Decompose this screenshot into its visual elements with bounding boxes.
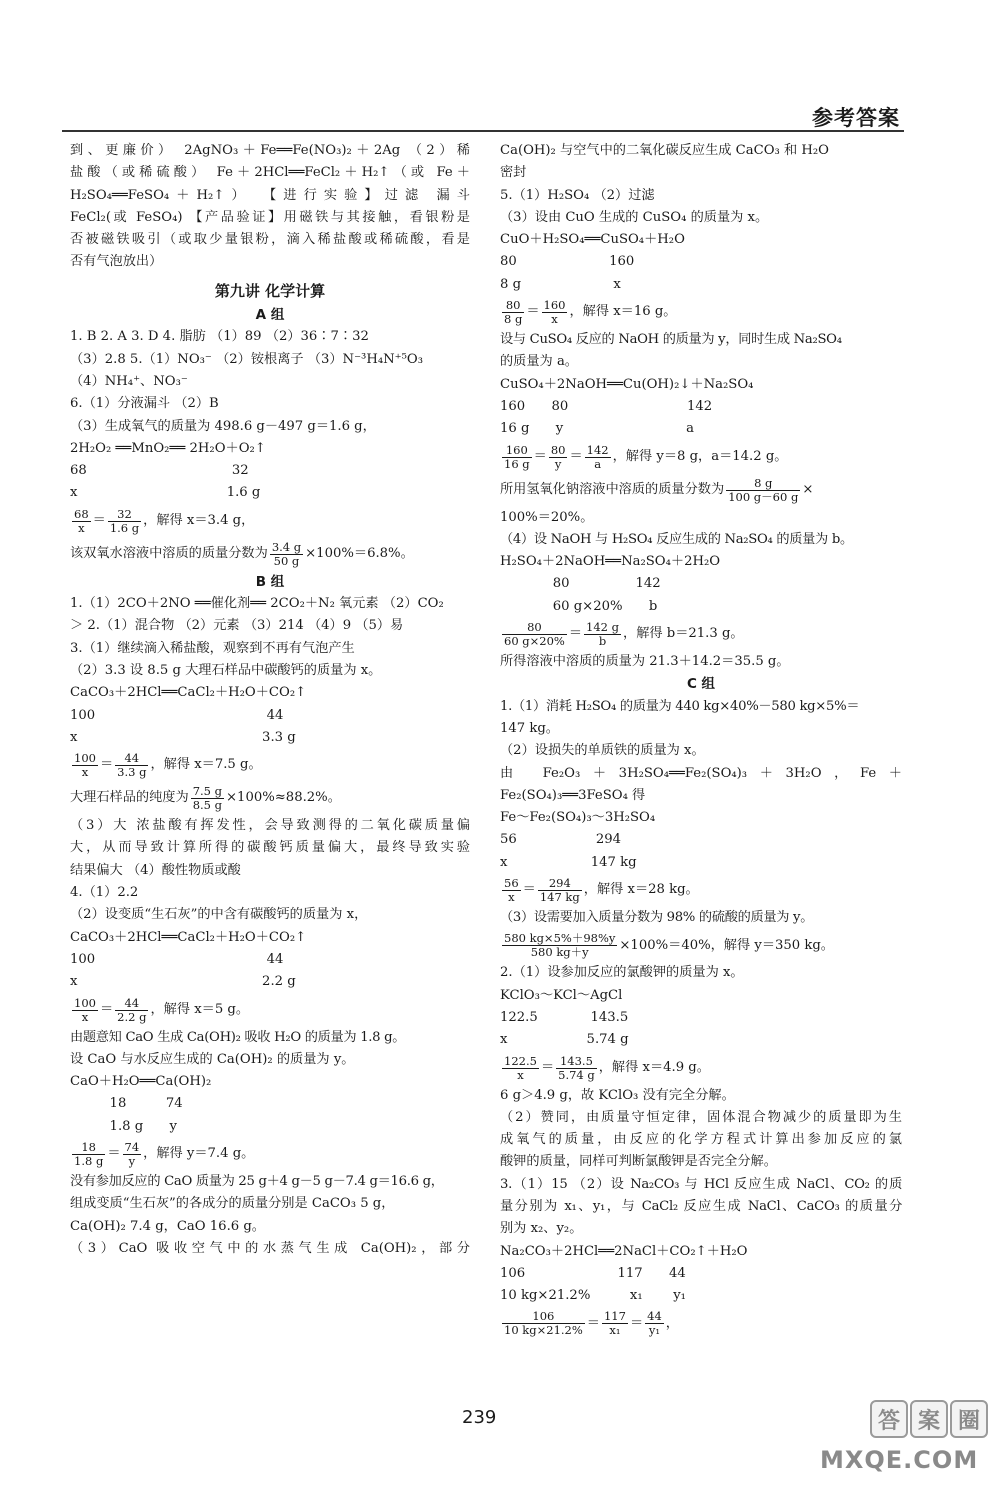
equation-line: Fe～Fe₂(SO₄)₃～3H₂SO₄	[500, 810, 656, 826]
percentage-result: ×100%＝6.8%。	[305, 546, 414, 562]
equation-line: 由 Fe₂O₃＋3H₂SO₄══Fe₂(SO₄)₃＋3H₂O，Fe＋	[500, 765, 902, 781]
watermark-char: 圈	[950, 1400, 988, 1438]
section-title: 第九讲 化学计算	[214, 281, 326, 300]
group-heading-c: C 组	[686, 676, 716, 693]
denominator: x	[78, 520, 85, 535]
numerator: 74	[124, 1139, 140, 1154]
answer-line: （2）设变质“生石灰”的中含有碳酸钙的质量为 x，	[70, 907, 368, 923]
answer-line: 147 kg。	[500, 720, 559, 736]
answer-line: 酸钾的质量，同样可判断氯酸钾是否完全分解。	[500, 1154, 777, 1170]
percentage-label: 所用氢氧化钠溶液中溶质的质量分数为	[500, 481, 725, 497]
numerator: 44	[115, 997, 148, 1011]
answer-line: （4）设 NaOH 与 H₂SO₄ 反应生成的 Na₂SO₄ 的质量为 b。	[500, 531, 853, 547]
fraction	[123, 1141, 142, 1168]
proportion-line: $\frac{106}{10 kg\times 21.2\%}$ ＝ $\frac{117}{\text{x₁}}$ ＝ $\frac{44}{\text{y₁}}$ ，	[504, 1309, 679, 1338]
equation-line: H₂SO₄＋2NaOH══Na₂SO₄＋2H₂O	[500, 554, 721, 570]
answer-line: （3）设由 CuO 生成的 CuSO₄ 的质量为 x。	[500, 209, 769, 225]
watermark-logo	[760, 1398, 995, 1480]
proportion-line: $\frac{122.5}{x}$ ＝ $\frac{143.5}{5.74 g}$ ，解得 x＝4.9 g。	[504, 1053, 710, 1082]
numerator: 160	[543, 298, 566, 313]
equation-line: Fe₂(SO₄)₃══3FeSO₄ 得	[500, 787, 646, 803]
group-heading-a: A 组	[255, 307, 285, 324]
proportion-line: $\frac{80}{8 g}$ ＝ $\frac{160}{x}$ ，解得 x＝16 g。	[504, 298, 677, 327]
numerator: 3.4 g	[271, 539, 302, 554]
proportion-result: ，解得 x＝16 g。	[569, 304, 677, 320]
fraction	[502, 299, 524, 326]
answer-line: 没有参加反应的 CaO 质量为 25 g＋4 g－5 g－7.4 g＝16.6 g，	[70, 1173, 444, 1189]
denominator: 8 g	[504, 312, 523, 327]
numerator: 80	[550, 442, 566, 457]
answer-line: （3）设需要加入质量分数为 98% 的硫酸的质量为 y。	[500, 910, 814, 926]
fraction	[115, 752, 148, 779]
answer-line: （2）设损失的单质铁的质量为 x。	[500, 743, 705, 759]
watermark-url: MXQE.COM	[820, 1446, 979, 1474]
fraction	[584, 621, 621, 648]
fraction	[108, 508, 141, 535]
equation-values: 122.5 143.5	[500, 1009, 629, 1025]
percentage-result: ×100%＝40%，解得 y＝350 kg。	[619, 937, 834, 953]
answer-line: 设与 CuSO₄ 反应的 NaOH 的质量为 y，同时生成 Na₂SO₄	[500, 332, 842, 348]
fraction	[538, 877, 582, 904]
denominator: x₁	[609, 1323, 621, 1338]
percentage-result: ×100%≈88.2%。	[226, 790, 341, 806]
equation-values: 8 g x	[500, 276, 621, 292]
numerator: 100	[74, 995, 96, 1010]
equation-line: CaCO₃＋2HCl══CaCl₂＋H₂O＋CO₂↑	[70, 685, 307, 701]
equation-values: 106 117 44	[500, 1265, 686, 1281]
denominator: 10 kg×21.2%	[504, 1323, 583, 1338]
fraction	[72, 997, 98, 1024]
page-header-title: 参考答案	[812, 106, 900, 130]
fraction	[502, 877, 521, 904]
equation-line: 2H₂O₂ ══MnO₂══ 2H₂O＋O₂↑	[70, 440, 266, 456]
answer-line: 1.（1）2CO＋2NO ══催化剂══ 2CO₂＋N₂ 氧元素 （2）CO₂	[70, 596, 444, 612]
numerator: 580 kg×5%＋98%y	[504, 931, 616, 946]
equation-line: CaCO₃＋2HCl══CaCl₂＋H₂O＋CO₂↑	[70, 929, 307, 945]
left-column	[70, 140, 470, 1260]
proportion-result: ，解得 y＝7.4 g。	[143, 1146, 255, 1162]
denominator: y₁	[648, 1323, 660, 1338]
denominator: 5.74 g	[558, 1067, 595, 1082]
equation-values: 100 44	[70, 707, 284, 723]
numerator: 44	[647, 1309, 662, 1324]
fraction	[602, 1310, 628, 1337]
denominator: b	[598, 634, 607, 649]
text-line: FeCl₂(或 FeSO₄) 【产品验证】用磁铁与其接触，看银粉是	[70, 209, 470, 225]
proportion-result: ，解得 x＝7.5 g。	[150, 757, 262, 773]
proportion-result: ，解得 x＝3.4 g，	[143, 513, 255, 529]
numerator: 160	[502, 444, 532, 458]
equation-values: x 1.6 g	[70, 485, 261, 501]
text-line: H₂SO₄══FeSO₄＋H₂↑） 【进行实验】过滤 漏斗	[70, 187, 470, 203]
denominator: 1.8 g	[74, 1153, 104, 1168]
fraction	[270, 541, 303, 568]
numerator: 106	[502, 1310, 585, 1324]
numerator: 294	[538, 877, 582, 891]
numerator: 8 g	[726, 477, 800, 491]
fraction	[502, 932, 617, 959]
proportion-result: ，解得 x＝4.9 g。	[598, 1059, 710, 1075]
numerator: 122.5	[504, 1053, 537, 1068]
denominator: 1.6 g	[109, 520, 140, 535]
fraction	[645, 1310, 664, 1337]
answer-line: 6.（1）分液漏斗 （2）B	[70, 396, 219, 412]
denominator: x	[517, 1067, 524, 1082]
numerator: 68	[74, 506, 89, 521]
fraction	[502, 1055, 539, 1082]
answer-line: 1.（1）消耗 H₂SO₄ 的质量为 440 kg×40%－580 kg×5%＝	[500, 698, 860, 714]
fraction	[72, 752, 98, 779]
answer-line: （2）赞同，由质量守恒定律，固体混合物减少的质量即为生	[500, 1109, 902, 1125]
percentage-line	[500, 929, 902, 962]
equation-values: 60 g×20% b	[500, 598, 658, 614]
numerator: 142 g	[586, 620, 620, 635]
percentage-line	[70, 538, 470, 571]
numerator: 56	[504, 876, 519, 891]
denominator: x	[81, 1009, 89, 1024]
fraction	[72, 1141, 105, 1168]
denominator: 3.3 g	[117, 765, 147, 780]
numerator: 117	[603, 1309, 626, 1324]
equation-line: KClO₃～KCl～AgCl	[500, 987, 623, 1003]
answer-line: 1. B 2. A 3. D 4. 脂肪 （1）89 （2）36∶7∶32	[70, 329, 369, 345]
fraction	[726, 477, 800, 504]
percentage-label: 大理石样品的纯度为	[70, 790, 189, 806]
denominator: 100 g－60 g	[728, 489, 799, 504]
denominator: y	[554, 456, 562, 471]
proportion-line: $\frac{100}{x}$ ＝ $\frac{44}{2.2 g}$ ，解得 x＝5 g。	[74, 995, 250, 1024]
numerator: 143.5	[556, 1055, 597, 1069]
answer-line: 2.（1）设参加反应的氯酸钾的质量为 x。	[500, 965, 744, 981]
numerator: 7.5 g	[192, 784, 222, 799]
answer-line: 量分别为 x₁、y₁，与 CaCl₂ 反应生成 NaCl、CaCO₃ 的质量分	[500, 1198, 902, 1214]
equation-line: CaO＋H₂O══Ca(OH)₂	[70, 1074, 212, 1090]
proportion-result: ，解得 x＝5 g。	[150, 1001, 250, 1017]
numerator: 142	[586, 442, 609, 457]
numerator: 18	[72, 1141, 105, 1155]
answer-line: （3）生成氧气的质量为 498.6 g－497 g＝1.6 g，	[70, 418, 376, 434]
denominator: y	[128, 1153, 136, 1168]
answer-line: 设 CaO 与水反应生成的 Ca(OH)₂ 的质量为 y。	[70, 1051, 355, 1067]
equation-line: CuO＋H₂SO₄══CuSO₄＋H₂O	[500, 232, 685, 248]
equation-values: x 5.74 g	[500, 1032, 629, 1048]
numerator: 32	[108, 508, 141, 522]
answer-line: 大，从而导致计算所得的碳酸钙质量偏大，最终导致实验	[70, 840, 470, 856]
answer-line: （3）CaO 吸收空气中的水蒸气生成 Ca(OH)₂，部分	[70, 1240, 470, 1256]
numerator: 44	[115, 752, 148, 766]
denominator: 60 g×20%	[504, 634, 565, 649]
answer-line: Ca(OH)₂ 7.4 g，CaO 16.6 g。	[70, 1218, 265, 1234]
answer-line: （3）大 浓盐酸有挥发性，会导致测得的二氧化碳质量偏	[70, 818, 470, 834]
equation-line: CuSO₄＋2NaOH══Cu(OH)₂↓＋Na₂SO₄	[500, 376, 754, 392]
answer-line: 成氧气的质量，由反应的化学方程式计算出参加反应的氯	[500, 1132, 902, 1148]
equation-values: 80 142	[500, 576, 661, 592]
answer-line: 3.（1）继续滴入稀盐酸，观察到不再有气泡产生	[70, 640, 355, 656]
answer-line: 密封	[500, 165, 527, 181]
equation-values: 68 32	[70, 463, 249, 479]
equation-values: 18 74	[70, 1096, 183, 1112]
fraction	[502, 621, 567, 648]
answer-line: 结果偏大 （4）酸性物质或酸	[70, 862, 241, 878]
text-line: 否被磁铁吸引（或取少量银粉，滴入稀盐酸或稀硫酸，看是	[70, 232, 470, 248]
percentage-line	[70, 782, 470, 815]
proportion-line: $\frac{100}{x}$ ＝ $\frac{44}{3.3 g}$ ，解得 x＝7.5 g。	[74, 751, 262, 780]
equation-values: x 2.2 g	[70, 974, 296, 990]
denominator: 50 g	[273, 553, 300, 568]
denominator: 2.2 g	[117, 1009, 147, 1024]
proportion-result: ，解得 y＝8 g，a＝14.2 g。	[612, 448, 788, 464]
answer-line: Ca(OH)₂ 与空气中的二氧化碳反应生成 CaCO₃ 和 H₂O	[500, 143, 829, 158]
group-heading-b: B 组	[255, 573, 285, 590]
answer-line: （4）NH₄⁺、NO₃⁻	[70, 373, 188, 389]
text-line: 盐酸（或稀硫酸） Fe＋2HCl══FeCl₂＋H₂↑（或 Fe＋	[70, 165, 470, 181]
equation-values: 100 44	[70, 951, 284, 967]
answer-line: 5.（1）H₂SO₄ （2）过滤	[500, 187, 655, 203]
proportion-line: $\frac{80}{60 g\times 20\%}$ ＝ $\frac{142 g}{b}$ ，解得 b＝21.3 g。	[504, 620, 744, 649]
proportion-line: $\frac{56}{x}$ ＝ $\frac{294}{147 kg}$ ，解得 x＝28 kg。	[504, 876, 699, 905]
fraction	[542, 299, 568, 326]
denominator: x	[81, 765, 89, 780]
denominator: 147 kg	[539, 890, 580, 905]
proportion-result: ，解得 x＝28 kg。	[583, 882, 699, 898]
answer-line: 100%＝20%。	[500, 509, 594, 525]
equation-values: x 3.3 g	[70, 729, 296, 745]
proportion-line: $\frac{18}{1.8 g}$ ＝ $\frac{74}{y}$ ，解得 y＝7.4 g。	[74, 1139, 255, 1168]
proportion-line: $\frac{68}{x}$ ＝ $\frac{32}{1.6 g}$ ，解得 x＝3.4 g，	[74, 506, 255, 535]
answer-line: 6 g＞4.9 g，故 KClO₃ 没有完全分解。	[500, 1087, 735, 1103]
fraction	[115, 997, 148, 1024]
percentage-label: 该双氧水溶液中溶质的质量分数为	[70, 546, 268, 562]
fraction	[556, 1055, 597, 1082]
denominator: x	[551, 312, 558, 327]
equation-values: x 147 kg	[500, 854, 637, 870]
percentage-line	[500, 474, 902, 507]
answer-line: ＞ 2.（1）混合物 （2）元素 （3）214 （4）9 （5）易	[70, 618, 404, 634]
proportion-result: ，	[665, 1315, 679, 1331]
fraction	[191, 785, 224, 812]
denominator: 580 kg＋y	[530, 945, 589, 960]
equation-values: 16 g y a	[500, 421, 694, 437]
equation-values: 10 kg×21.2% x₁ y₁	[500, 1288, 686, 1304]
proportion-line: $\frac{160}{16 g}$ ＝ $\frac{80}{y}$ ＝ $\frac{142}{a}$ ，解得 y＝8 g，a＝14.2 g。	[504, 442, 788, 471]
numerator: 100	[74, 751, 96, 766]
fraction	[585, 444, 611, 471]
equation-values: 1.8 g y	[70, 1118, 177, 1134]
numerator: 80	[502, 621, 567, 635]
equation-line: Na₂CO₃＋2HCl══2NaCl＋CO₂↑＋H₂O	[500, 1243, 748, 1259]
answer-line: 由题意知 CaO 生成 Ca(OH)₂ 吸收 H₂O 的质量为 1.8 g。	[70, 1029, 406, 1045]
answer-line: （3）2.8 5.（1）NO₃⁻ （2）铵根离子 （3）N⁻³H₄N⁺⁵O₃	[70, 351, 423, 367]
fraction	[72, 508, 91, 535]
answer-line: 组成变质“生石灰”的各成分的质量分别是 CaCO₃ 5 g，	[70, 1196, 395, 1212]
equation-values: 160 80 142	[500, 398, 713, 414]
answer-line: 的质量为 a。	[500, 354, 578, 370]
denominator: a	[594, 456, 602, 471]
denominator: 8.5 g	[192, 798, 222, 813]
answer-line: （2）3.3 设 8.5 g 大理石样品中碳酸钙的质量为 x。	[70, 662, 382, 678]
answer-line: 4.（1）2.2	[70, 885, 139, 901]
fraction	[549, 444, 568, 471]
numerator: 80	[502, 299, 524, 313]
fraction	[502, 444, 532, 471]
answer-line: 3.（1）15 （2）设 Na₂CO₃ 与 HCl 反应生成 NaCl、CO₂ 的质	[500, 1176, 902, 1192]
header-rule	[62, 130, 904, 132]
proportion-result: ，解得 b＝21.3 g。	[623, 626, 744, 642]
fraction	[502, 1310, 585, 1337]
denominator: x	[508, 890, 515, 905]
text-line: 到、更廉价） 2AgNO₃＋Fe══Fe(NO₃)₂＋2Ag （2）稀	[70, 143, 470, 158]
answer-line: 所得溶液中溶质的质量为 21.3＋14.2＝35.5 g。	[500, 654, 790, 670]
right-column	[500, 140, 902, 1340]
watermark-char: 案	[910, 1400, 948, 1438]
text-line: 否有气泡放出）	[70, 254, 163, 270]
denominator: 16 g	[504, 456, 530, 471]
watermark-char: 答	[870, 1400, 908, 1438]
answer-line: 别为 x₂、y₂。	[500, 1221, 583, 1237]
page-number: 239	[462, 1407, 497, 1428]
percentage-result: ×	[802, 481, 814, 497]
equation-values: 56 294	[500, 832, 622, 848]
equation-values: 80 160	[500, 254, 635, 270]
